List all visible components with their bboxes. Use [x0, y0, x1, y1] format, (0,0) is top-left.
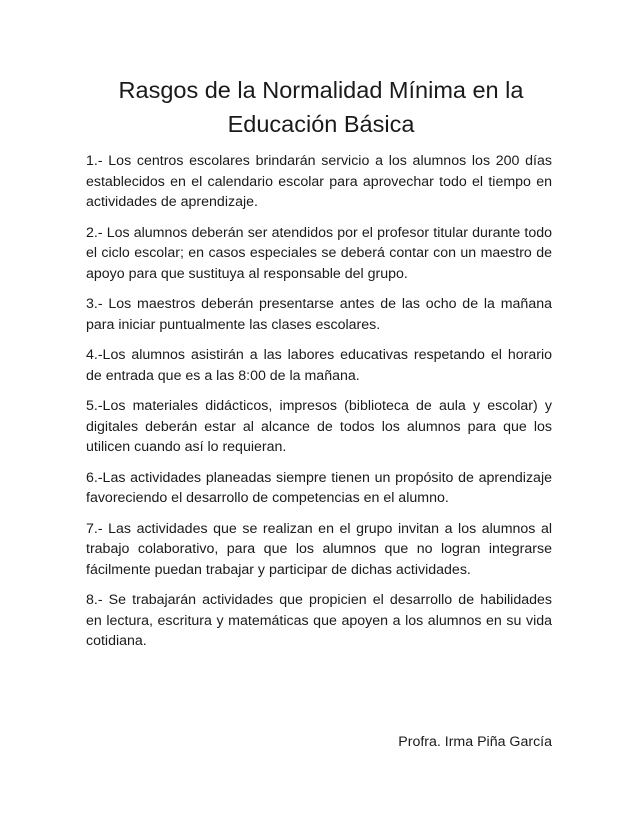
item-list	[86, 151, 552, 662]
list-item: 3.- Los maestros deberán presentarse antes de las ocho de la mañana para iniciar puntualmente las clases escolares.	[86, 296, 552, 333]
list-item: 2.- Los alumnos deberán ser atendidos por el profesor titular durante todo el ciclo escolar; en casos especiales se deberá contar con un maestro de apoyo para que sustituya al responsable del grupo.	[86, 224, 552, 282]
signature: Profra. Irma Piña García	[398, 734, 552, 750]
document-title: Rasgos de la Normalidad Mínima en la Educación Básica	[118, 77, 524, 137]
list-item: 5.-Los materiales didácticos, impresos (biblioteca de aula y escolar) y digitales deberán estar al alcance de todos los alumnos para que los utilicen cuando así lo requieran.	[86, 398, 552, 455]
list-item: 7.- Las actividades que se realizan en el grupo invitan a los alumnos al trabajo colaborativo, para que los alumnos que no logran integrarse fácilmente puedan trabajar y participar de dichas actividades.	[86, 520, 552, 578]
list-item: 8.- Se trabajarán actividades que propicien el desarrollo de habilidades en lectura, escritura y matemáticas que apoyen a los alumnos en su vida cotidiana.	[86, 592, 552, 649]
list-item: 1.- Los centros escolares brindarán servicio a los alumnos los 200 días establecidos en el calendario escolar para aprovechar todo el tiempo en actividades de aprendizaje.	[86, 153, 552, 210]
list-item: 4.-Los alumnos asistirán a las labores educativas respetando el horario de entrada que es a las 8:00 de la mañana.	[86, 347, 552, 384]
list-item: 6.-Las actividades planeadas siempre tienen un propósito de aprendizaje favoreciendo el desarrollo de competencias en el alumno.	[86, 469, 552, 506]
